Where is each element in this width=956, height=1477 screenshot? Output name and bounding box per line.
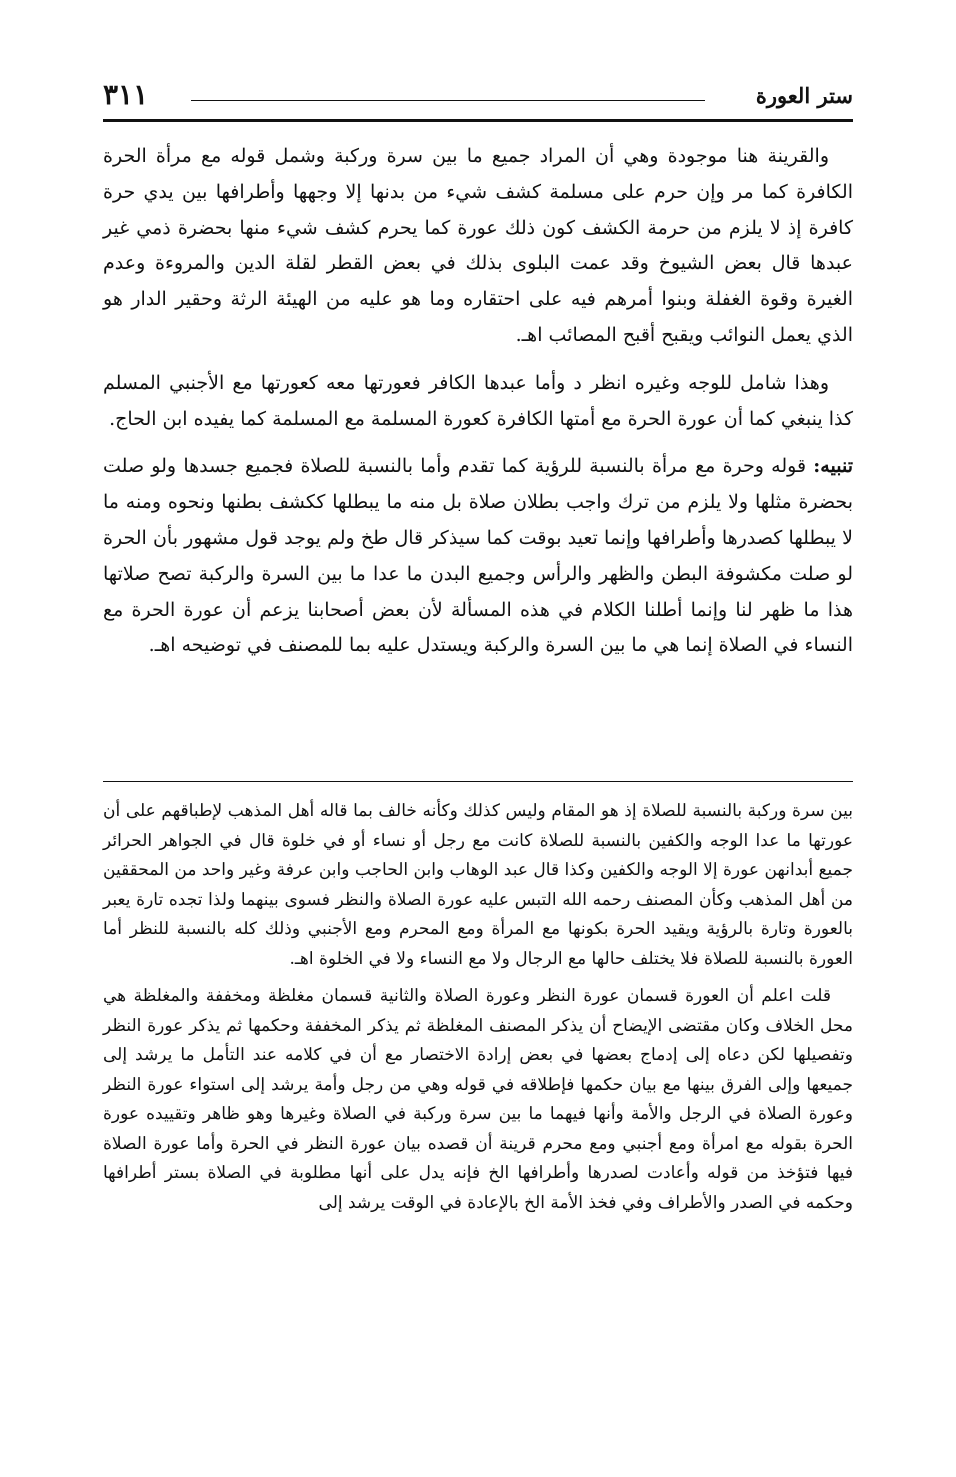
page-header	[103, 78, 853, 118]
header-rule	[191, 100, 705, 101]
footnote-divider	[103, 781, 853, 782]
header-divider	[103, 119, 853, 122]
footnotes	[103, 797, 853, 1226]
footnote-paragraph-1: بين سرة وركبة بالنسبة للصلاة إذ هو المقام وليس كذلك وكأنه خالف بما قاله أهل المذهب لإطباقهم على أن عورتها ما عدا الوجه والكفين بالنسبة للصلاة كانت مع رجل أو نساء أو في خلوة قال في الجواهر الحرائر جميع أبدانهن عورة إلا الوجه والكفين وكذا قال عبد الوهاب وابن الحاجب وابن عرفة وغير واحد من المحققين من أهل المذهب وكأن المصنف رحمه الله التبس عليه عورة الصلاة والنظر فسوى بينهما ولذا تجده تارة يعبر بالعورة وتارة بالرؤية ويقيد الحرة بكونها مع المرأة ومع المحرم ومع الأجنبي وذلك كله بالنسبة للنظر أما العورة بالنسبة للصلاة فلا يختلف حالها مع الرجال ولا مع النساء ولا في الخلوة اهـ.	[103, 801, 853, 969]
note-text: قوله وحرة مع مرأة بالنسبة للرؤية كما تقدم وأما بالنسبة للصلاة فجميع جسدها ولو صلت بحضرة مثلها ولا يلزم من ترك واجب بطلان صلاة بل منه ما يبطلها ككشف بطنها ونحوه ومنه ما لا يبطلها كصدرها وأطرافها وإنما تعيد بوقت كما سيذكر قال طخ ولم يوجد قول مشهور بأن الحرة لو صلت مكشوفة البطن والظهر والرأس وجميع البدن ما عدا ما بين السرة والركبة تصح صلاتها هذا ما ظهر لنا وإنما أطلنا الكلام في هذه المسألة لأن بعض أصحابنا يزعم أن عورة الحرة مع النساء في الصلاة إنما هي ما بين السرة والركبة ويستدل عليه بما للمصنف في توضيحه اهـ.	[103, 455, 853, 657]
running-title: ستر العورة	[755, 83, 853, 108]
main-paragraph-2: وهذا شامل للوجه وغيره انظر د وأما عبدها الكافر فعورتها معه كعورتها مع الأجنبي المسلم كذا ينبغي كما أن عورة الحرة مع أمتها الكافرة كعورة المسلمة مع المسلمة كما يفيده ابن الحاج.	[103, 371, 853, 430]
footnote-paragraph-2: قلت اعلم أن العورة قسمان عورة النظر وعورة الصلاة والثانية قسمان مغلظة ومخففة والمغلظة هي محل الخلاف وكان مقتضى الإيضاح أن يذكر المصنف المغلظة ثم يذكر المخففة وحكمها ثم يذكر عورة النظر وتفصيلها لكن دعاه إلى إدماج بعضها في بعض إرادة الاختصار مع أن في كلامه عند التأمل ما يرشد إلى جميعها وإلى الفرق بينها مع بيان حكمها فإطلاقه في قوله وهي من رجل وأمة يرشد إلى استواء عورة النظر وعورة الصلاة في الرجل والأمة وأنها فيهما ما بين سرة وركبة في الصلاة وغيرها وهو ظاهر وتقييده عورة الحرة بقوله مع امرأة ومع أجنبي ومع محرم قرينة أن قصده بيان عورة النظر في الحرة وأما عورة الصلاة فيها فتؤخذ من قوله وأعادت لصدرها وأطرافها الخ فإنه يدل على أنها مطلوبة في الصلاة بستر أطرافها وحكمه في الصدر والأطراف وفي فخذ الأمة الخ بالإعادة في الوقت يرشد إلى	[103, 986, 853, 1213]
page-number: ٣١١	[103, 78, 149, 111]
main-paragraph-1: والقرينة هنا موجودة وهي أن المراد جميع ما بين سرة وركبة وشمل قوله مع مرأة الحرة الكافرة كما مر وإن حرم على مسلمة كشف شيء من بدنها إلا وجهها وأطرافها بين يدي حرة كافرة إذ لا يلزم من حرمة الكشف كون ذلك عورة كما يحرم كشف شيء منها بحضرة ذمي غير عبدها قال بعض الشيوخ وقد عمت البلوى بذلك في بعض القطر لقلة الدين والمروءة وعدم الغيرة وقوة الغفلة وبنوا أمرهم فيه على احتقاره وما هو عليه من الهيئة الرثة وحقير الدار هو الذي يعمل النوائب ويقبح أقبح المصائب اهـ.	[103, 145, 853, 346]
main-text	[103, 139, 853, 676]
note-paragraph	[103, 449, 853, 664]
note-label: تنبيه:	[813, 455, 853, 478]
